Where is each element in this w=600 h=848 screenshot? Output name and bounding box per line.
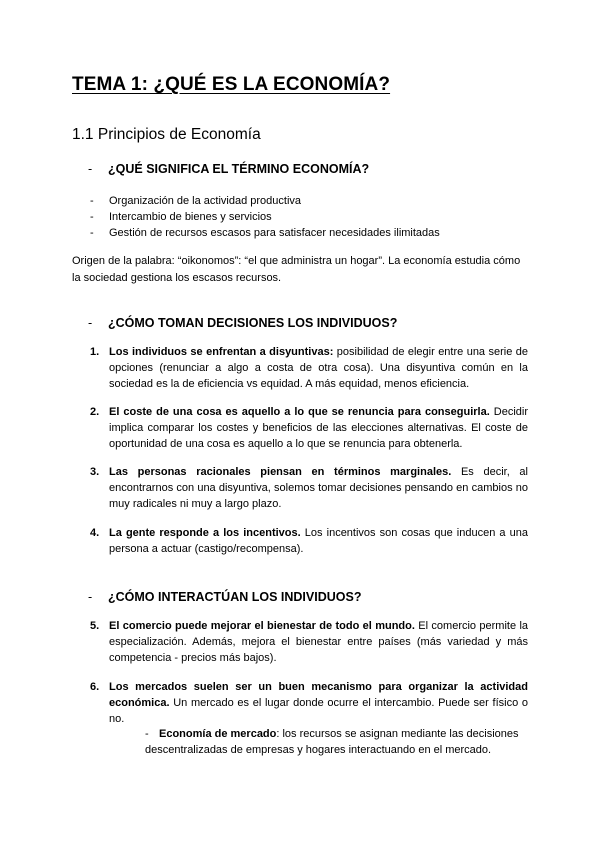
principle-heading: Las personas racionales piensan en términos marginales. [109, 466, 452, 478]
principle-text: posibilidad de elegir entre una serie de opciones (renunciar a algo a costa de otra cosa). Una disyuntiva común en la sociedad es la de eficiencia vs equidad. A más equidad, menos eficiencia. [109, 346, 528, 390]
list-item [90, 193, 440, 209]
principle-number: 6. [90, 681, 100, 693]
subitem-heading: Economía de mercado [159, 728, 277, 740]
list-item-text: Gestión de recursos escasos para satisfacer necesidades ilimitadas [109, 227, 440, 239]
section-title: 1.1 Principios de Economía [72, 126, 261, 143]
list-item [90, 225, 440, 241]
principle-text: Es decir, al encontrarnos con una disyuntiva, solemos tomar decisiones pensando en cambios no muy radicales ni muy a largo plazo. [109, 466, 528, 510]
principle-item [90, 618, 528, 666]
dash-marker: - [90, 195, 94, 207]
principle-text: Los incentivos son cosas que inducen a una persona a actuar (castigo/recompensa). [109, 527, 528, 555]
dash-marker: - [88, 590, 93, 604]
question-text: ¿CÓMO TOMAN DECISIONES LOS INDIVIDUOS? [108, 316, 398, 330]
principle-number: 5. [90, 620, 100, 632]
principle-item [90, 464, 528, 512]
page-title: TEMA 1: ¿QUÉ ES LA ECONOMÍA? [72, 74, 391, 95]
principle-text: El comercio permite la especialización. Además, mejora el bienestar entre países (más variedad y más competencia - precios más bajos). [109, 620, 529, 664]
dash-marker: - [88, 162, 93, 176]
origin-paragraph: Origen de la palabra: “oikonomos”: “el que administra un hogar”. La economía estudia cómo la sociedad gestiona los escasos recursos. [72, 255, 521, 284]
principle-item [90, 679, 528, 727]
question-heading [88, 162, 369, 176]
list-item-text: Organización de la actividad productiva [109, 195, 302, 207]
principle-text: Decidir implica comparar los costes y beneficios de las elecciones alternativas. El coste de oportunidad de una cosa es aquello a lo que se renuncia para obtenerla. [109, 406, 528, 450]
principle-number: 4. [90, 527, 100, 539]
dash-marker: - [145, 728, 149, 740]
principle-number: 1. [90, 346, 100, 358]
subitem-text: : los recursos se asignan mediante las decisiones descentralizadas de empresas y hogares interactuando en el mercado. [145, 728, 519, 756]
principle-heading: El comercio puede mejorar el bienestar de todo el mundo. [109, 620, 415, 632]
principle-number: 2. [90, 406, 100, 418]
question-heading [88, 590, 361, 604]
principle-heading: Los mercados suelen ser un buen mecanismo para organizar la actividad económica. [109, 681, 528, 709]
definition-list [90, 193, 440, 241]
principle-number: 3. [90, 466, 100, 478]
question-text: ¿QUÉ SIGNIFICA EL TÉRMINO ECONOMÍA? [108, 162, 370, 176]
principle-item [90, 525, 528, 557]
dash-marker: - [88, 316, 93, 330]
principle-heading: El coste de una cosa es aquello a lo que se renuncia para conseguirla. [109, 406, 490, 418]
question-heading [88, 316, 397, 330]
dash-marker: - [90, 211, 94, 223]
principle-heading: La gente responde a los incentivos. [109, 527, 301, 539]
list-item [90, 209, 440, 225]
principle-heading: Los individuos se enfrentan a disyuntivas: [109, 346, 334, 358]
question-text: ¿CÓMO INTERACTÚAN LOS INDIVIDUOS? [108, 590, 362, 604]
principle-item [90, 344, 528, 392]
list-item-text: Intercambio de bienes y servicios [109, 211, 272, 223]
principle-text: Un mercado es el lugar donde ocurre el intercambio. Puede ser físico o no. [109, 697, 528, 725]
dash-marker: - [90, 227, 94, 239]
market-economy-subitem [145, 726, 528, 758]
principle-item [90, 404, 528, 452]
